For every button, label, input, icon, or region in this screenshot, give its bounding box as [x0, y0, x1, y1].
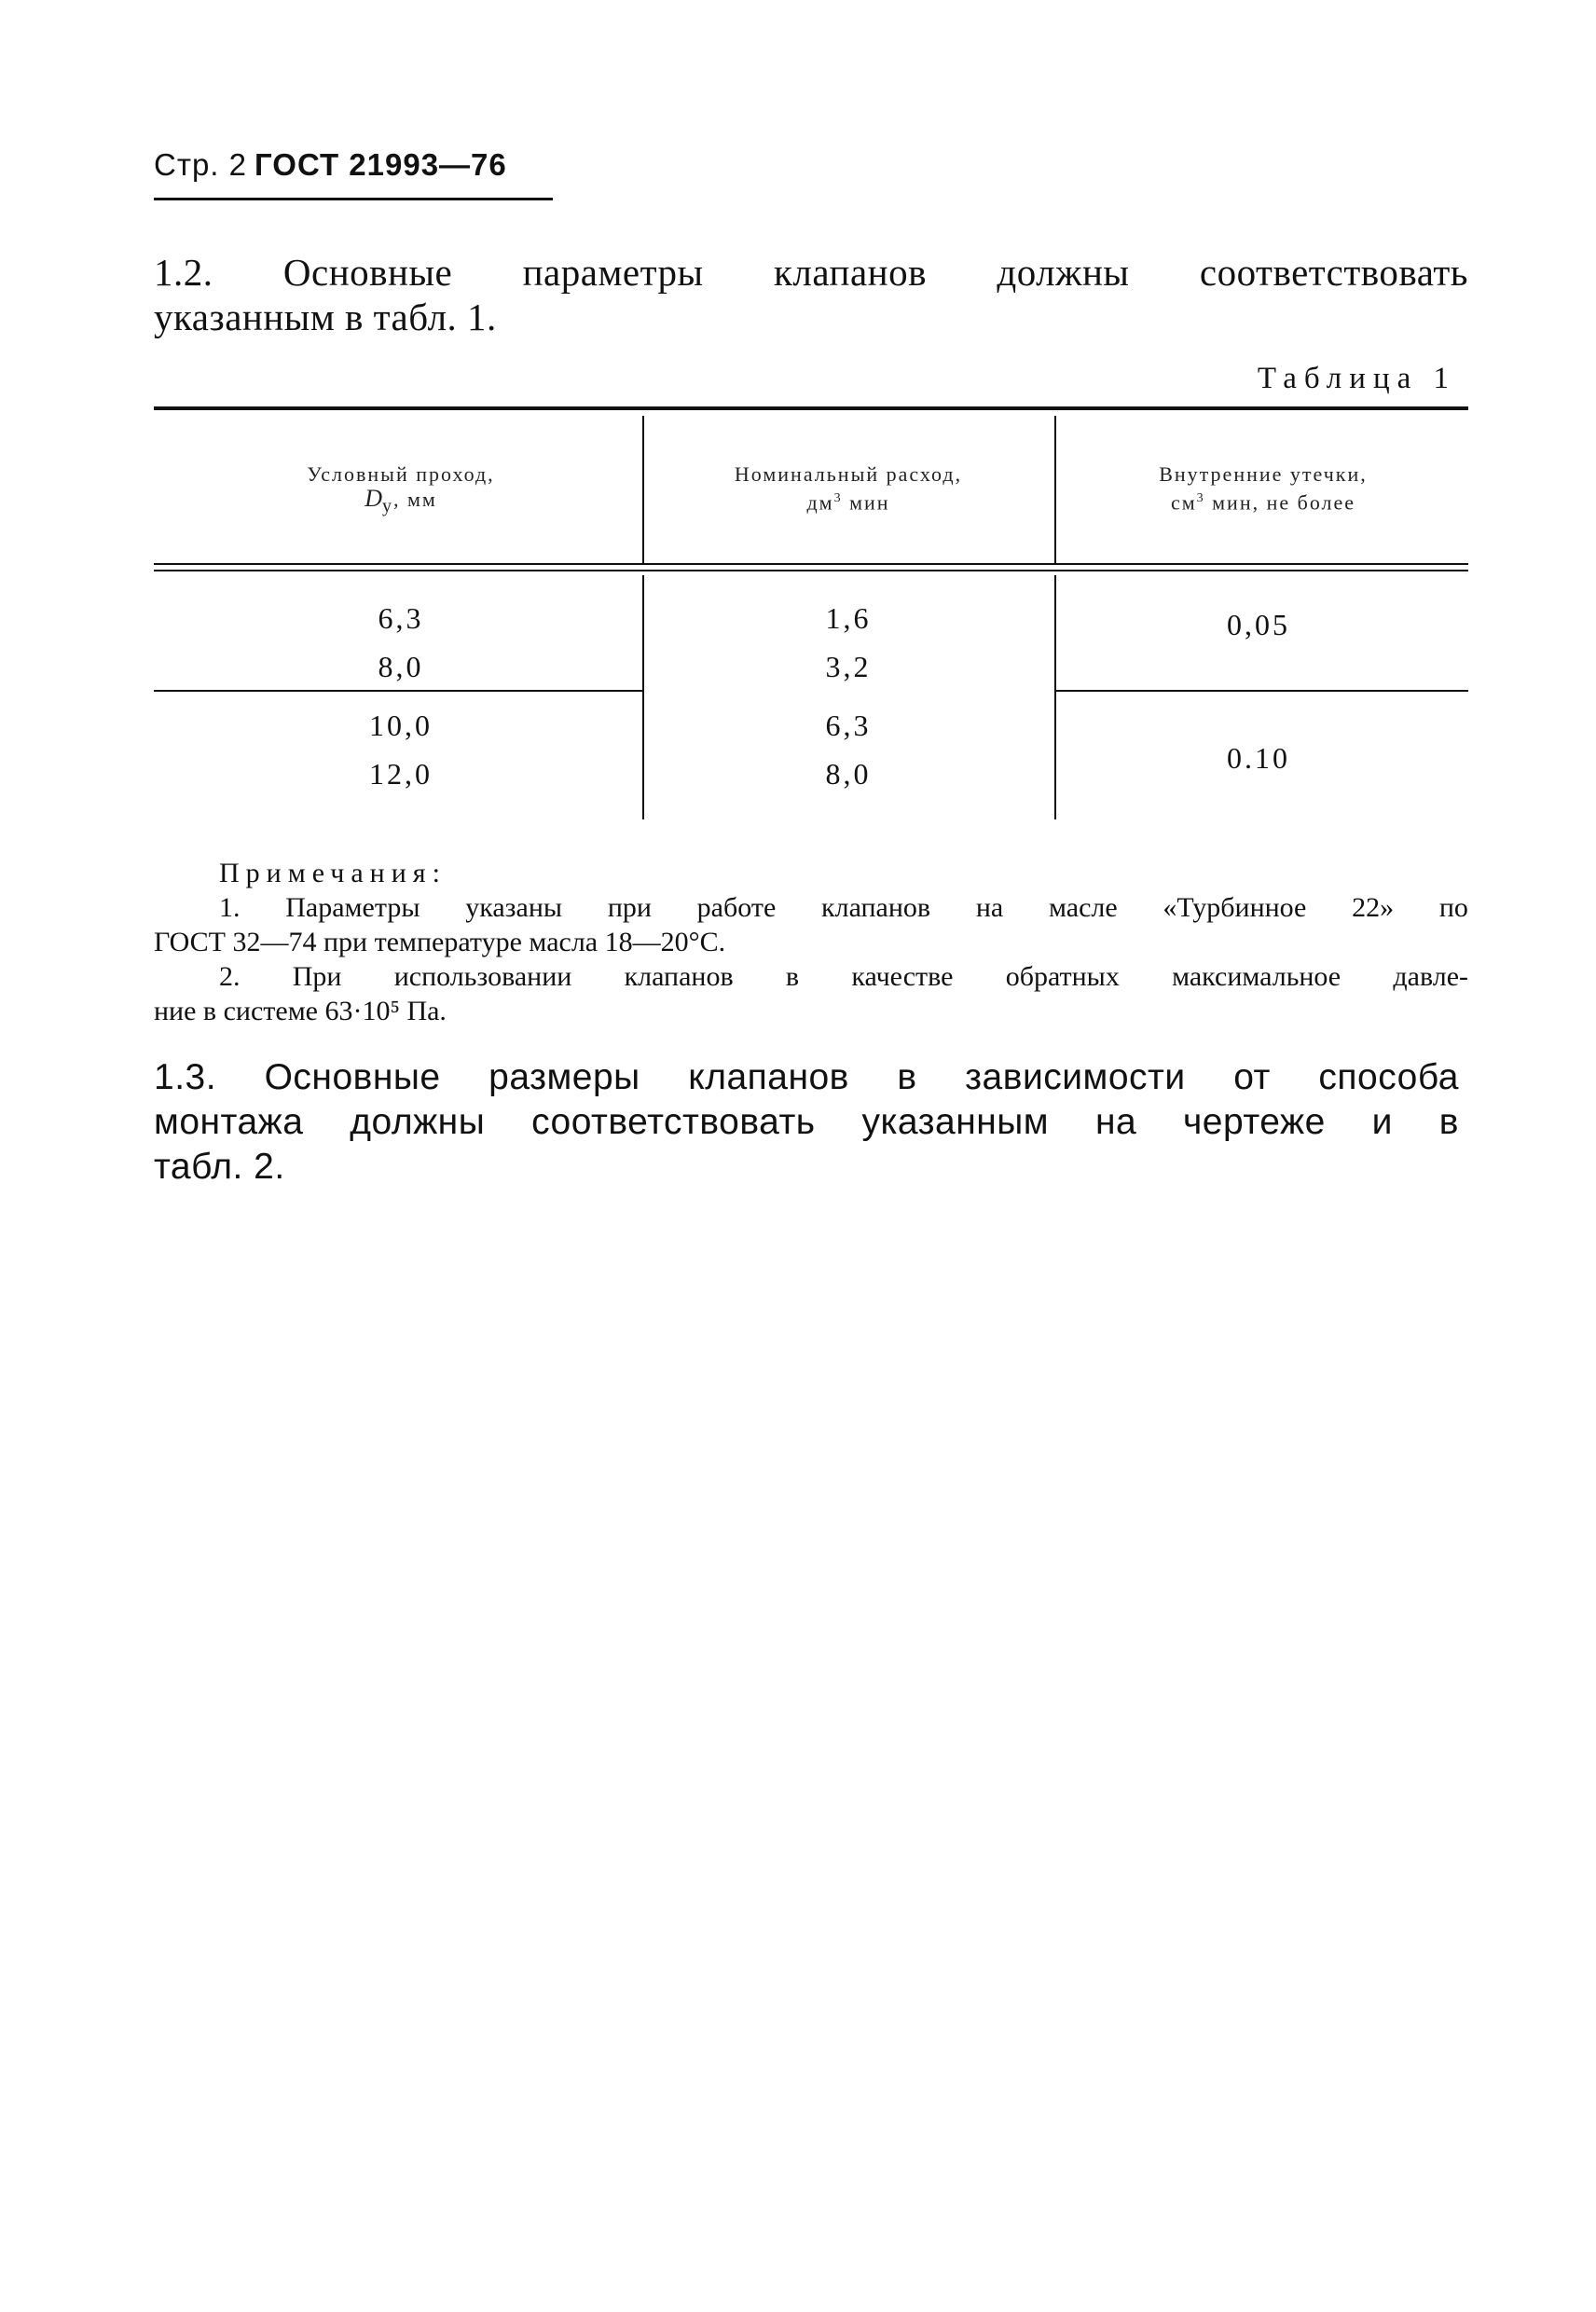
word: соответствовать — [531, 1102, 816, 1142]
cell-dn: 12,0 — [369, 757, 433, 791]
table-header-rule — [154, 570, 1468, 571]
word: клапанов — [688, 1057, 849, 1097]
header-internal-leakage: Внутренние утечки, $см^3$ мин, не более — [1159, 462, 1368, 515]
header-nominal-diameter: Условный проход, Dу, мм — [307, 462, 495, 516]
word: 1.2. — [154, 251, 213, 294]
note-line: ГОСТ 32—74 при температуре масла 18—20°С. — [154, 927, 726, 957]
word: должны — [997, 251, 1130, 294]
column-separator — [1054, 416, 1056, 563]
word: Основные — [264, 1057, 441, 1097]
section-1-3-line — [154, 1055, 1459, 1100]
cell-flow: 3,2 — [825, 650, 872, 683]
word: по — [1438, 892, 1468, 923]
header-rule — [154, 198, 553, 200]
word: чертеже — [1182, 1102, 1326, 1142]
word: клапанов — [624, 961, 734, 992]
cell-flow: 1,6 — [825, 601, 872, 635]
word: соответствовать — [1199, 251, 1468, 294]
table-caption: Таблица 1 — [1257, 362, 1456, 395]
word: «Турбинное — [1163, 892, 1307, 923]
symbol-d: D — [365, 485, 382, 512]
note-line — [154, 890, 1468, 925]
page-header — [154, 147, 507, 183]
word: способа — [1318, 1057, 1459, 1097]
cell-dn: 10,0 — [369, 709, 433, 742]
word: в — [785, 961, 800, 992]
word: на — [975, 892, 1004, 923]
cell-flow: 8,0 — [825, 757, 872, 791]
cell-leakage: 0,05 — [1227, 608, 1290, 641]
notes-title: Примечания: — [219, 858, 447, 888]
note-line: ние в системе 63·10⁵ Па. — [154, 996, 447, 1026]
note-line — [154, 959, 1468, 994]
word: 22» — [1352, 892, 1395, 923]
word: Основные — [282, 251, 453, 294]
word: использовании — [393, 961, 572, 992]
section-1-2 — [154, 250, 1468, 339]
cell-dn: 8,0 — [378, 650, 424, 683]
column-separator — [642, 416, 644, 563]
word: 1. — [219, 892, 241, 923]
word: обратных — [1005, 961, 1120, 992]
word: параметры — [522, 251, 704, 294]
word: монтажа — [154, 1102, 304, 1142]
word: указаны — [465, 892, 563, 923]
section-1-3-line — [154, 1100, 1459, 1145]
word: масле — [1048, 892, 1118, 923]
standard-number: ГОСТ 21993—76 — [255, 147, 507, 182]
word: на — [1094, 1102, 1137, 1142]
word: в — [897, 1057, 917, 1097]
section-1-3 — [154, 1055, 1459, 1190]
cell-flow: 6,3 — [825, 709, 872, 742]
header-nominal-flow: Номинальный расход, $дм^3$ мин — [734, 462, 963, 515]
word: Параметры — [285, 892, 420, 923]
word: При — [292, 961, 342, 992]
word: и — [1371, 1102, 1393, 1142]
page-number: Стр. 2 — [154, 147, 247, 182]
word: размеры — [488, 1057, 640, 1097]
word: клапанов — [821, 892, 931, 923]
word: 1.3. — [154, 1057, 217, 1097]
word: должны — [350, 1102, 486, 1142]
cell-leakage: 0.10 — [1227, 741, 1290, 775]
section-1-2-line: указанным в табл. 1. — [154, 296, 497, 338]
row-group-separator — [154, 690, 644, 692]
notes — [154, 856, 1468, 1028]
word: давле- — [1393, 961, 1468, 992]
column-separator — [642, 575, 644, 819]
word: 2. — [219, 961, 241, 992]
word: зависимости — [965, 1057, 1186, 1097]
word: клапанов — [773, 251, 927, 294]
word: от — [1233, 1057, 1271, 1097]
word: максимальное — [1172, 961, 1341, 992]
row-group-separator — [1054, 690, 1468, 692]
word: указанным — [861, 1102, 1050, 1142]
column-separator — [1054, 575, 1056, 819]
section-1-3-line: табл. 2. — [154, 1147, 285, 1187]
table-header-rule — [154, 563, 1468, 565]
word: качестве — [851, 961, 954, 992]
cell-dn: 6,3 — [378, 601, 424, 635]
word: при — [607, 892, 652, 923]
word: в — [1438, 1102, 1459, 1142]
word: работе — [696, 892, 777, 923]
table-top-rule — [154, 406, 1468, 410]
section-1-2-line — [154, 250, 1468, 295]
